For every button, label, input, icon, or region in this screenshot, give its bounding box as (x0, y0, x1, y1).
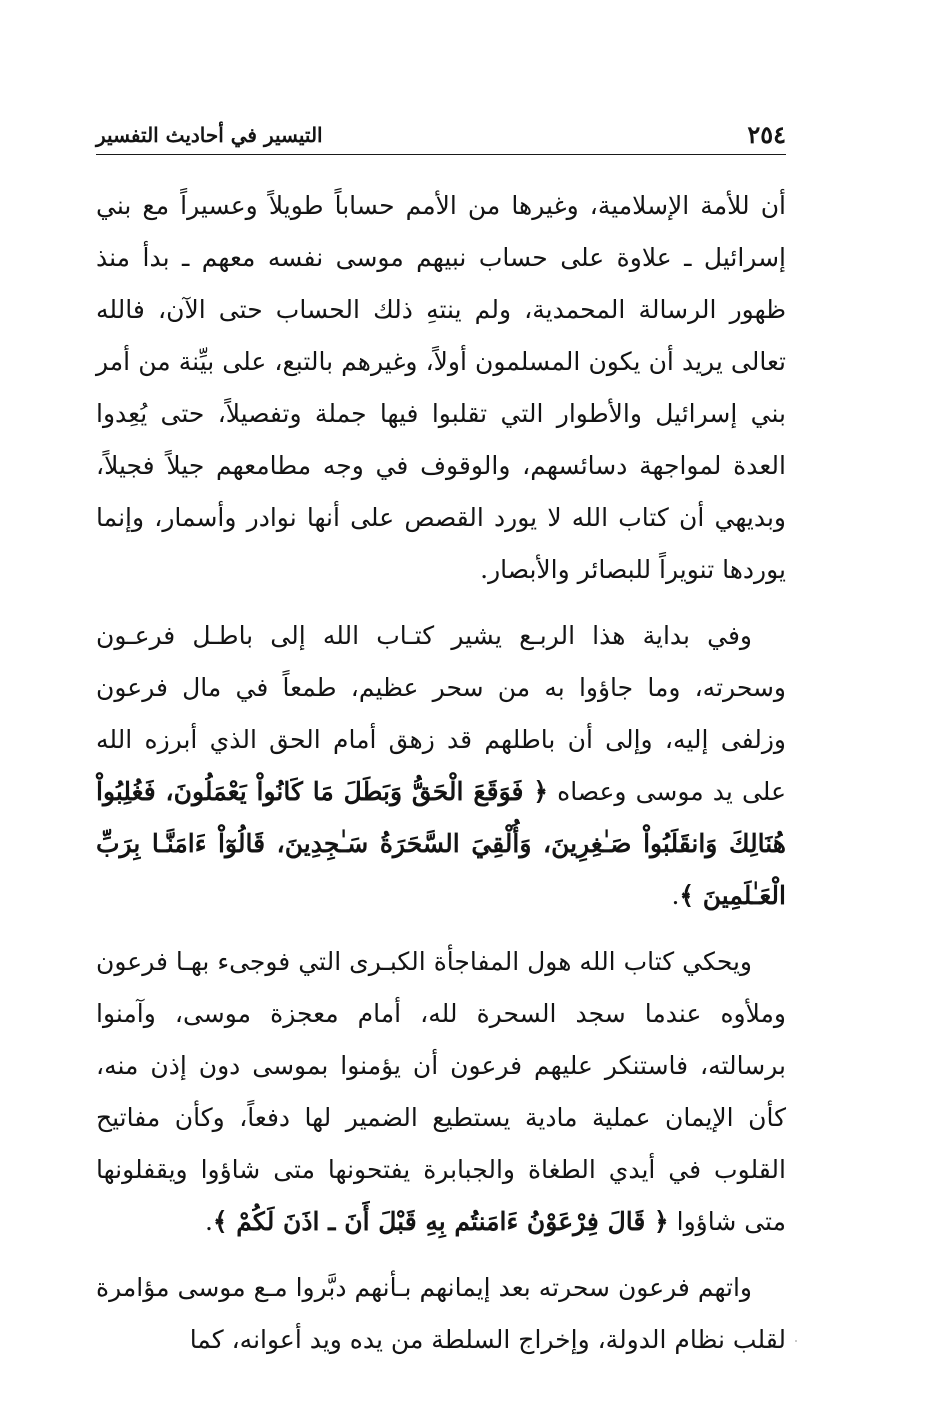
quran-verse: ﴿ فَوَقَعَ الْحَقُّ وَبَطَلَ مَا كَانُواْ يَعْمَلُونَ، فَغُلِبُواْ هُنَالِكَ وَانقَلَبُواْ صَـٰغِرِينَ، وَأُلْقِيَ السَّحَرَةُ سَـٰجِدِينَ، قَالُوٓاْ ءَامَنَّـا بِرَبِّ الْعَـٰلَمِينَ ﴾ (96, 777, 786, 910)
body-text (96, 180, 786, 1380)
paragraph-text: ويحكي كتاب الله هول المفاجأة الكبـرى التي فوجىء بهـا فرعون وملأوه عندما سجد السحرة لله، أمام معجزة موسى، وآمنوا برسالته، فاستنكر عليهم فرعون أن يؤمنوا بموسى دون إذن منه، كأن الإيمان عملية مادية يستطيع الضمير لها دفعاً، وكأن مفاتيح القلوب في أيدي الطغاة والجبابرة يفتحونها متى شاؤوا ويقفلونها متى شاؤوا (96, 947, 786, 1236)
header-rule (96, 154, 786, 155)
paragraph-text: أن للأمة الإسلامية، وغيرها من الأمم حساباً طويلاً وعسيراً مع بني إسرائيل ـ علاوة على حساب نبيهم موسى نفسه معهم ـ بدأ منذ ظهور الرسالة المحمدية، ولم ينتهِ ذلك الحساب حتى الآن، فالله تعالى يريد أن يكون المسلمون أولاً، وغيرهم بالتبع، على بيِّنة من أمر بني إسرائيل والأطوار التي تقلبوا فيها جملة وتفصيلاً، حتى يُعِدوا العدة لمواجهة دسائسهم، والوقوف في وجه مطامعهم جيلاً فجيلاً، وبديهي أن كتاب الله لا يورد القصص على أنها نوادر وأسمار، وإنما يوردها تنويراً للبصائر والأبصار. (96, 191, 786, 584)
paragraph-1 (96, 180, 786, 596)
page-header (96, 118, 786, 154)
running-title: التيسير في أحاديث التفسير (96, 123, 323, 147)
scan-speck (795, 1340, 797, 1342)
page-number: ٢٥٤ (747, 120, 786, 149)
quran-verse: ﴿ قَالَ فِرْعَوْنُ ءَامَنتُم بِهِ قَبْلَ أَنَ ـ اذَنَ لَكُمْ ﴾ (212, 1207, 669, 1236)
paragraph-3 (96, 936, 786, 1248)
paragraph-text: وفي بداية هذا الربـع يشير كتـاب الله إلى باطـل فرعـون وسحرته، وما جاؤوا به من سحر عظيم، طمعاً في مال فرعون وزلفى إليه، وإلى أن باطلهم قد زهق أمام الحق الذي أبرزه الله على يد موسى وعصاه (96, 621, 787, 806)
paragraph-text: . (204, 1207, 213, 1236)
paragraph-4 (96, 1262, 786, 1366)
paragraph-text: واتهم فرعون سحرته بعد إيمانهم بـأنهم دبَّروا مـع موسى مؤامرة لقلب نظام الدولة، وإخراج السلطة من يده ويد أعوانه، كما (96, 1273, 786, 1354)
paragraph-text: . (671, 881, 680, 910)
paragraph-2 (96, 610, 786, 922)
